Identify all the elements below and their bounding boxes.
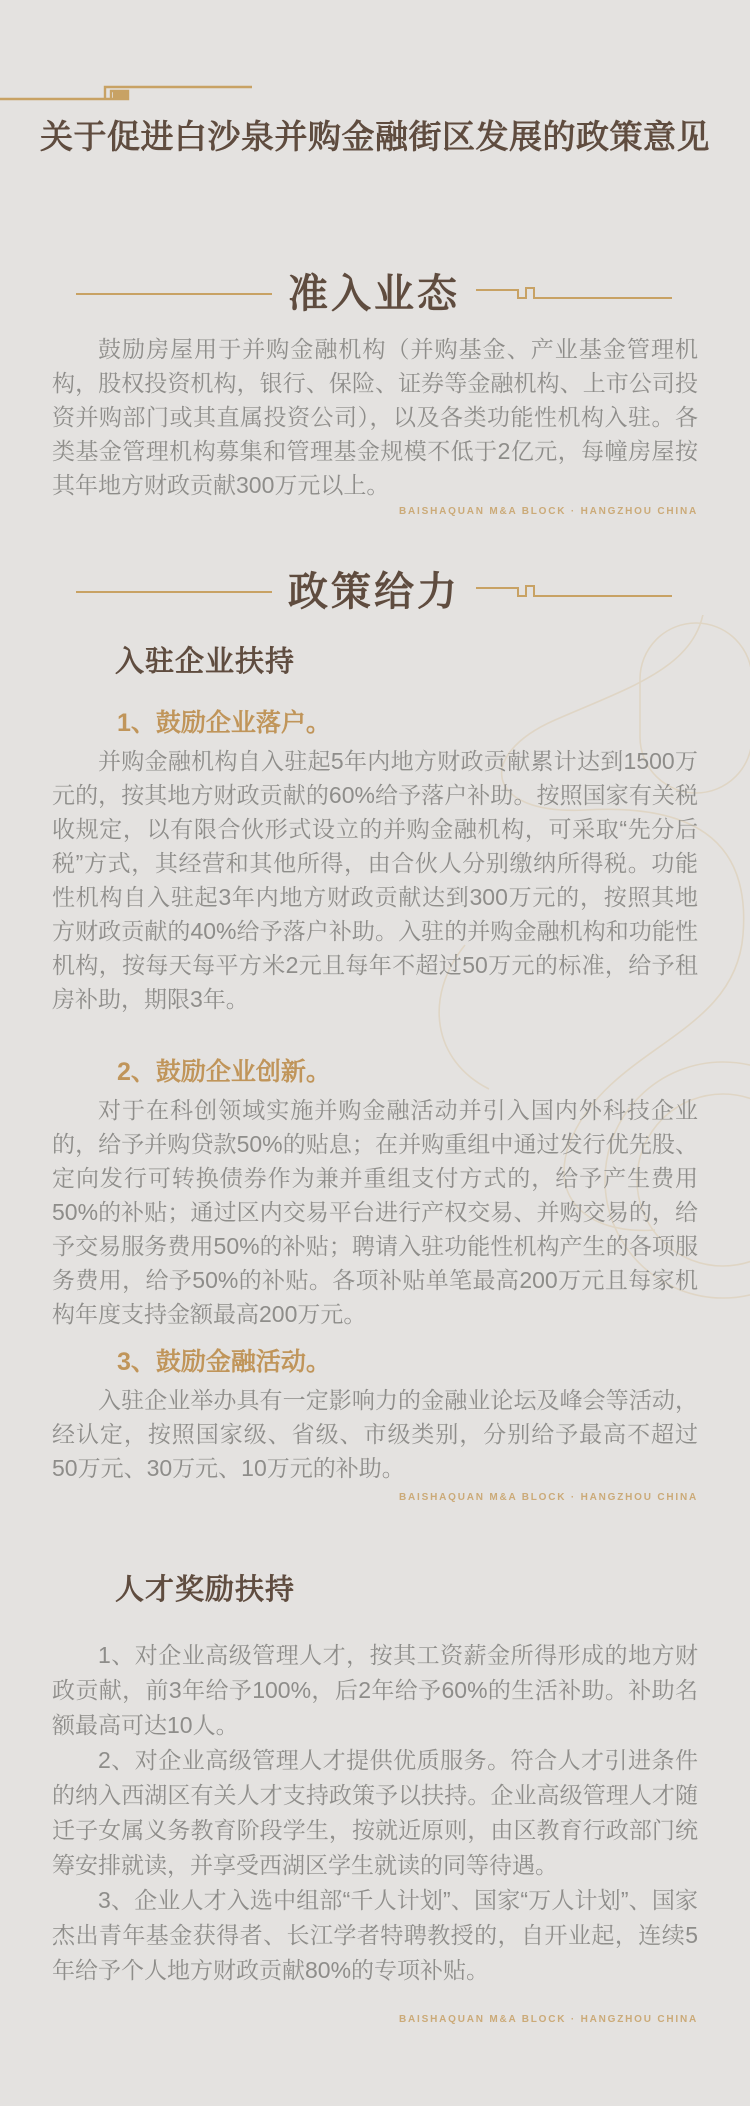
- talent-paragraph-1: 1、对企业高级管理人才，按其工资薪金所得形成的地方财政贡献，前3年给予100%，后2年给予60%的生活补助。补助名额最高可达10人。: [52, 1642, 698, 1739]
- subsection-heading-talent: 人才奖励扶持: [115, 1574, 296, 1607]
- page-title: 关于促进白沙泉并购金融街区发展的政策意见: [40, 120, 710, 157]
- item-body-1: 并购金融机构自入驻起5年内地方财政贡献累计达到1500万元的，按其地方财政贡献的60%给予落户补助。按照国家有关税收规定，以有限合伙形式设立的并购金融机构，可采取“先分后税”方式，其经营和其他所得，由合伙人分别缴纳所得税。功能性机构自入驻起3年内地方财政贡献达到300万元的，按照其地方财政贡献的40%给予落户补助。入驻的并购金融机构和功能性机构，按每天每平方米2元且每年不超过50万元的标准，给予租房补助，期限3年。: [52, 748, 698, 1013]
- talent-paragraphs: [52, 1638, 698, 1988]
- section-header-access: [0, 268, 750, 320]
- fret-line-right-icon: [476, 285, 674, 303]
- gold-line-left: [76, 293, 272, 295]
- section-title: 政策给力: [288, 570, 460, 615]
- item-title-2: 2、鼓励企业创新。: [117, 1058, 331, 1087]
- talent-paragraph-2: 2、对企业高级管理人才提供优质服务。符合人才引进条件的纳入西湖区有关人才支持政策予以扶持。企业高级管理人才随迁子女属义务教育阶段学生，按就近原则，由区教育行政部门统筹安排就读，并享受西湖区学生就读的同等待遇。: [52, 1747, 698, 1879]
- watermark-text: BAISHAQUAN M&A BLOCK · HANGZHOU CHINA: [399, 506, 698, 518]
- item-body-2: 对于在科创领域实施并购金融活动并引入国内外科技企业的，给予并购贷款50%的贴息；在并购重组中通过发行优先股、定向发行可转换债券作为兼并重组支付方式的，给予产生费用50%的补贴；通过区内交易平台进行产权交易、并购交易的，给予交易服务费用50%的补贴；聘请入驻功能性机构产生的各项服务费用，给予50%的补贴。各项补贴单笔最高200万元且每家机构年度支持金额最高200万元。: [52, 1097, 698, 1328]
- gold-line-left: [76, 591, 272, 593]
- item-title-3: 3、鼓励金融活动。: [117, 1348, 331, 1377]
- section-header-policy: [0, 566, 750, 618]
- subsection-heading-enterprise: 入驻企业扶持: [115, 646, 296, 679]
- intro-paragraph: 鼓励房屋用于并购金融机构（并购基金、产业基金管理机构，股权投资机构，银行、保险、证券等金融机构、上市公司投资并购部门或其直属投资公司），以及各类功能性机构入驻。各类基金管理机构募集和管理基金规模不低于2亿元，每幢房屋按其年地方财政贡献300万元以上。: [52, 336, 698, 499]
- item-body-3: 入驻企业举办具有一定影响力的金融业论坛及峰会等活动，经认定，按照国家级、省级、市级类别，分别给予最高不超过50万元、30万元、10万元的补助。: [52, 1387, 698, 1482]
- watermark-text: BAISHAQUAN M&A BLOCK · HANGZHOU CHINA: [399, 2014, 698, 2026]
- talent-paragraph-3: 3、企业人才入选中组部“千人计划”、国家“万人计划”、国家杰出青年基金获得者、长江学者特聘教授的，自开业起，连续5年给予个人地方财政贡献80%的专项补贴。: [52, 1887, 698, 1984]
- fret-line-right-icon: [476, 583, 674, 601]
- watermark-text: BAISHAQUAN M&A BLOCK · HANGZHOU CHINA: [399, 1492, 698, 1504]
- section-title: 准入业态: [288, 272, 460, 317]
- item-title-1: 1、鼓励企业落户。: [117, 709, 331, 738]
